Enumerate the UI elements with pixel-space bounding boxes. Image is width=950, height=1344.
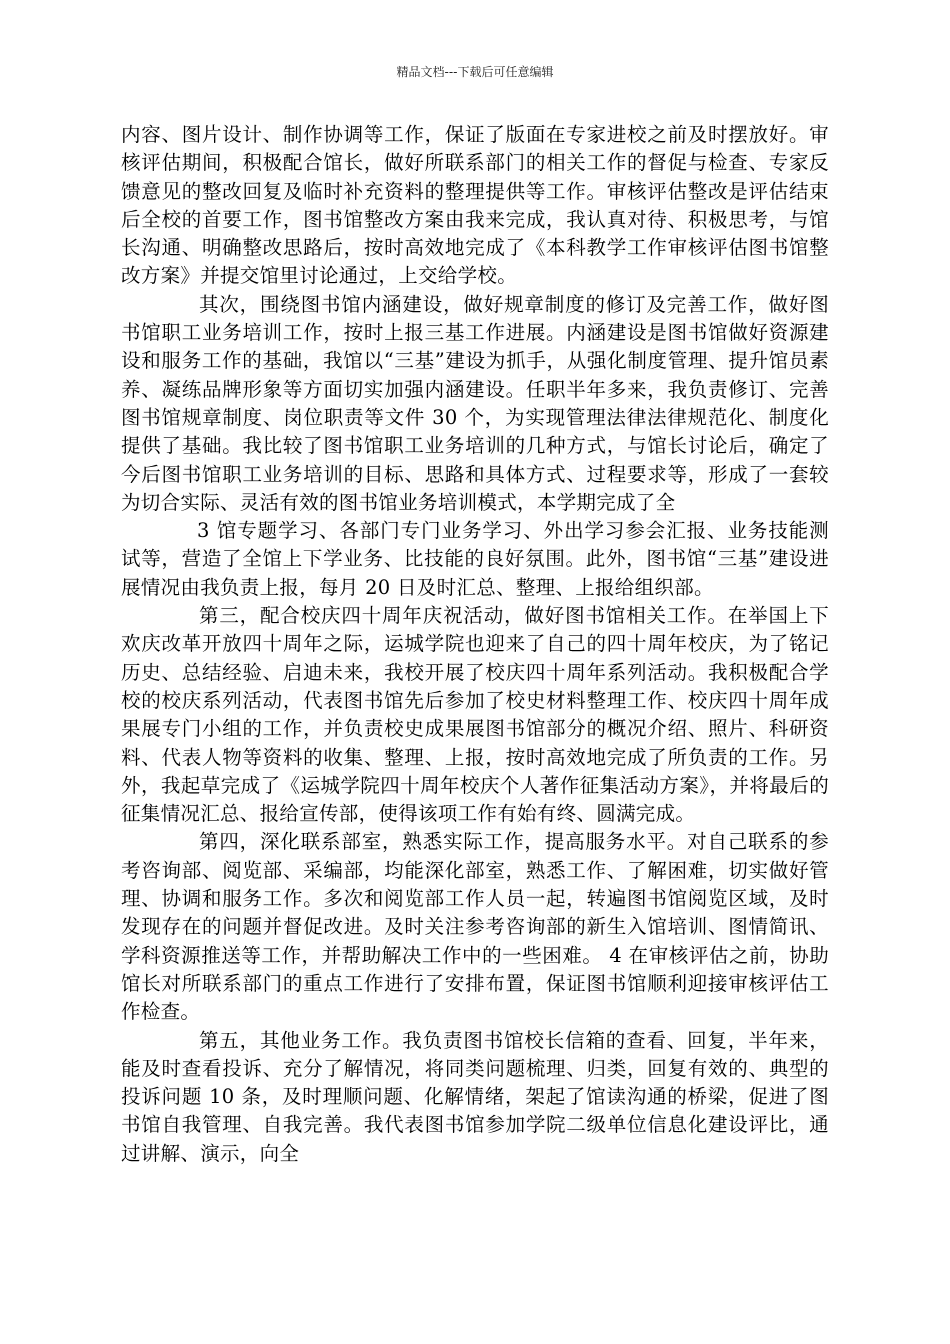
page-header: 精品文档---下载后可任意编辑: [396, 65, 554, 79]
document-body: [121, 121, 829, 1168]
paragraph-second: 其次，围绕图书馆内涵建设，做好规章制度的修订及完善工作，做好图书馆职工业务培训工作，按时上报三基工作进展。内涵建设是图书馆做好资源建设和服务工作的基础，我馆以“三基”建设为抓手，从强化制度管理、提升馆员素养、凝练品牌形象等方面切实加强内涵建设。任职半年多来，我负责修订、完善图书馆规章制度、岗位职责等文件 30 个，为实现管理法律法律规范化、制度化提供了基础。我比较了图书馆职工业务培训的几种方式，与馆长讨论后，确定了今后图书馆职工业务培训的目标、思路和具体方式、过程要求等，形成了一套较为切合实际、灵活有效的图书馆业务培训模式，本学期完成了全: [121, 292, 829, 514]
paragraph-page-break-continuation: 3 馆专题学习、各部门专门业务学习、外出学习参会汇报、业务技能测试等，营造了全馆上下学业务、比技能的良好氛围。此外，图书馆“三基”建设进展情况由我负责上报，每月 20 日及时汇总、整理、上报给组织部。: [121, 519, 829, 599]
paragraph-fourth: 第四，深化联系部室，熟悉实际工作，提高服务水平。对自己联系的参考咨询部、阅览部、采编部，均能深化部室，熟悉工作、了解困难，切实做好管理、协调和服务工作。多次和阅览部工作人员一起，转遍图书馆阅览区域，及时发现存在的问题并督促改进。及时关注参考咨询部的新生入馆培训、图情简讯、学科资源推送等工作，并帮助解决工作中的一些困难。 4 在审核评估之前，协助馆长对所联系部门的重点工作进行了安排布置，保证图书馆顺利迎接审核评估工作检查。: [121, 830, 829, 1024]
paragraph-third: 第三，配合校庆四十周年庆祝活动，做好图书馆相关工作。在举国上下欢庆改革开放四十周年之际，运城学院也迎来了自己的四十周年校庆，为了铭记历史、总结经验、启迪未来，我校开展了校庆四十周年系列活动。我积极配合学校的校庆系列活动，代表图书馆先后参加了校史材料整理工作、校庆四十周年成果展专门小组的工作，并负责校史成果展图书馆部分的概况介绍、照片、科研资料、代表人物等资料的收集、整理、上报，按时高效地完成了所负责的工作。另外，我起草完成了《运城学院四十周年校庆个人著作征集活动方案》，并将最后的征集情况汇总、报给宣传部，使得该项工作有始有终、圆满完成。: [121, 604, 829, 826]
paragraph-fifth: 第五，其他业务工作。我负责图书馆校长信箱的查看、回复，半年来，能及时查看投诉、充分了解情况，将同类问题梳理、归类，回复有效的、典型的投诉问题 10 条，及时理顺问题、化解情绪，架起了馆读沟通的桥梁，促进了图书馆自我管理、自我完善。我代表图书馆参加学院二级单位信息化建设评比，通过讲解、演示，向全: [121, 1028, 829, 1165]
paragraph-continuation: 内容、图片设计、制作协调等工作，保证了版面在专家进校之前及时摆放好。审核评估期间，积极配合馆长，做好所联系部门的相关工作的督促与检查、专家反馈意见的整改回复及临时补充资料的整理提供等工作。审核评估整改是评估结束后全校的首要工作，图书馆整改方案由我来完成，我认真对待、积极思考，与馆长沟通、明确整改思路后，按时高效地完成了《本科教学工作审核评估图书馆整改方案》并提交馆里讨论通过，上交给学校。: [121, 123, 829, 288]
